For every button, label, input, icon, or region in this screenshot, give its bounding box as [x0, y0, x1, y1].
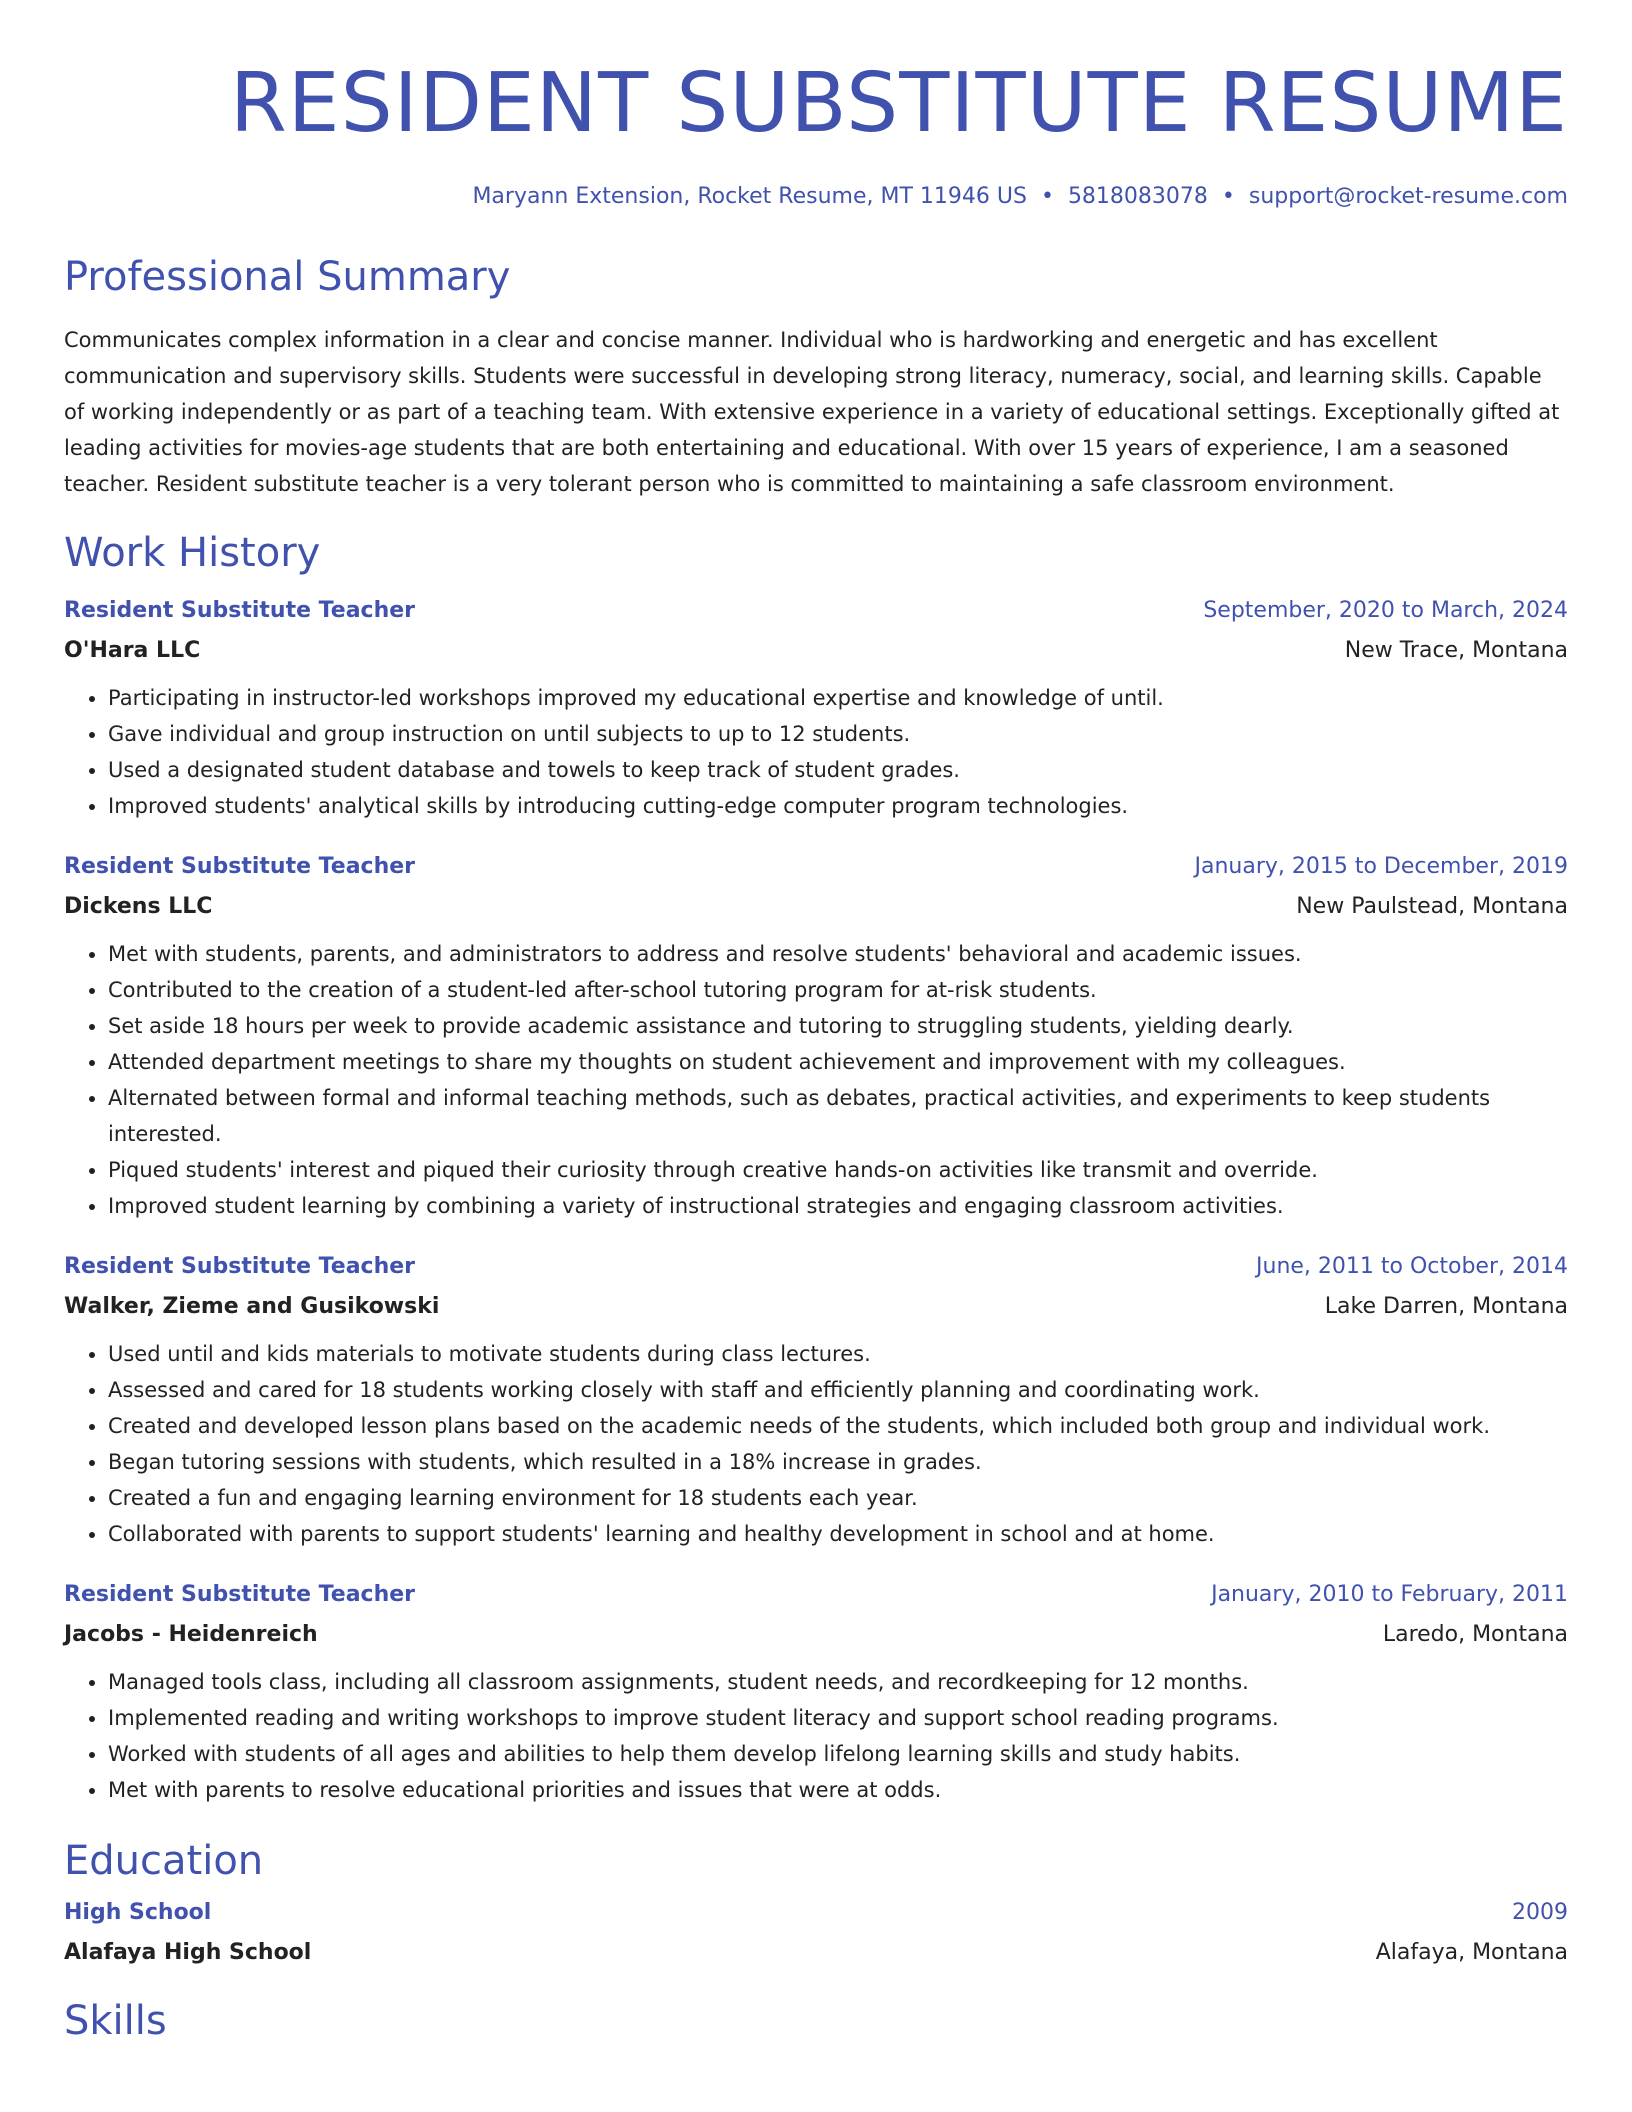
- education-school: Alafaya High School: [64, 1940, 312, 1965]
- bullet-item: • Improved student learning by combining a variety of instructional strategies and engaging classroom activities.: [108, 1188, 1568, 1224]
- job-dates: January, 2015 to December, 2019: [1194, 854, 1568, 879]
- job-bullets: [64, 680, 1568, 824]
- bullet-item: • Improved students' analytical skills by introducing cutting-edge computer program technologies.: [108, 788, 1568, 824]
- job-company: Dickens LLC: [64, 894, 213, 919]
- job-entry: [64, 1580, 1568, 1808]
- job-location: Laredo, Montana: [1382, 1622, 1568, 1647]
- bullet-item: • Created and developed lesson plans based on the academic needs of the students, which included both group and individual work.: [108, 1408, 1568, 1444]
- job-location: New Trace, Montana: [1344, 638, 1568, 663]
- bullet-item: • Used until and kids materials to motivate students during class lectures.: [108, 1336, 1568, 1372]
- bullet-item: • Met with parents to resolve educational priorities and issues that were at odds.: [108, 1772, 1568, 1808]
- bullet-item: • Worked with students of all ages and abilities to help them develop lifelong learning skills and study habits.: [108, 1736, 1568, 1772]
- education-location: Alafaya, Montana: [1375, 1940, 1568, 1965]
- bullet-item: • Alternated between formal and informal teaching methods, such as debates, practical activities, and experiments to keep students interested.: [108, 1080, 1568, 1152]
- section-heading-skills: Skills: [64, 1998, 167, 2044]
- bullet-item: • Set aside 18 hours per week to provide academic assistance and tutoring to struggling students, yielding dearly.: [108, 1008, 1568, 1044]
- bullet-item: • Piqued students' interest and piqued their curiosity through creative hands-on activities like transmit and override.: [108, 1152, 1568, 1188]
- education-section: [64, 1836, 1568, 1968]
- job-bullets: [64, 936, 1568, 1224]
- bullet-item: • Created a fun and engaging learning environment for 18 students each year.: [108, 1480, 1568, 1516]
- job-dates: June, 2011 to October, 2014: [1256, 1254, 1568, 1279]
- skills-section: [64, 1996, 1568, 2046]
- job-dates: September, 2020 to March, 2024: [1203, 598, 1568, 623]
- education-year: 2009: [1512, 1900, 1568, 1925]
- job-role: Resident Substitute Teacher: [64, 1582, 416, 1607]
- resume-page: [64, 0, 1568, 2046]
- contact-phone: 5818083078: [1067, 184, 1208, 209]
- summary-text: Communicates complex information in a clear and concise manner. Individual who is hardworking and energetic and has excellent communication and supervisory skills. Students were successful in developing strong literacy, numeracy, social, and learning skills. Capable of working independently or as part of a teaching team. With extensive experience in a variety of educational settings. Exceptionally gifted at leading activities for movies-age students that are both entertaining and educational. With over 15 years of experience, I am a seasoned teacher. Resident substitute teacher is a very tolerant person who is committed to maintaining a safe classroom environment.: [64, 328, 1560, 496]
- job-company: Walker, Zieme and Gusikowski: [64, 1294, 440, 1319]
- resume-title: RESIDENT SUBSTITUTE RESUME: [229, 56, 1568, 151]
- job-entry: [64, 1252, 1568, 1552]
- job-entry: [64, 852, 1568, 1224]
- job-entry: [64, 596, 1568, 824]
- job-bullets: [64, 1336, 1568, 1552]
- resume-header: [64, 0, 1568, 212]
- contact-email: support@rocket-resume.com: [1248, 184, 1568, 209]
- job-role: Resident Substitute Teacher: [64, 854, 416, 879]
- job-location: Lake Darren, Montana: [1324, 1294, 1568, 1319]
- education-degree: High School: [64, 1900, 212, 1925]
- contact-separator: •: [1040, 184, 1054, 209]
- bullet-item: • Used a designated student database and towels to keep track of student grades.: [108, 752, 1568, 788]
- section-heading-work-history: Work History: [64, 530, 321, 576]
- contact-separator: •: [1221, 184, 1235, 209]
- bullet-item: • Collaborated with parents to support students' learning and healthy development in school and at home.: [108, 1516, 1568, 1552]
- job-dates: January, 2010 to February, 2011: [1211, 1582, 1568, 1607]
- bullet-item: • Assessed and cared for 18 students working closely with staff and efficiently planning and coordinating work.: [108, 1372, 1568, 1408]
- bullet-item: • Implemented reading and writing workshops to improve student literacy and support school reading programs.: [108, 1700, 1568, 1736]
- job-location: New Paulstead, Montana: [1296, 894, 1568, 919]
- summary-section: [64, 252, 1568, 502]
- work-history-section: [64, 528, 1568, 1808]
- bullet-item: • Attended department meetings to share my thoughts on student achievement and improvement with my colleagues.: [108, 1044, 1568, 1080]
- job-company: O'Hara LLC: [64, 638, 201, 663]
- bullet-item: • Contributed to the creation of a student-led after-school tutoring program for at-risk students.: [108, 972, 1568, 1008]
- bullet-item: • Managed tools class, including all classroom assignments, student needs, and recordkeeping for 12 months.: [108, 1664, 1568, 1700]
- contact-line: [64, 182, 1568, 212]
- bullet-item: • Began tutoring sessions with students, which resulted in a 18% increase in grades.: [108, 1444, 1568, 1480]
- section-heading-education: Education: [64, 1838, 264, 1884]
- job-bullets: [64, 1664, 1568, 1808]
- job-company: Jacobs - Heidenreich: [64, 1622, 318, 1647]
- contact-address: Maryann Extension, Rocket Resume, MT 11946 US: [472, 184, 1027, 209]
- section-heading-summary: Professional Summary: [64, 254, 511, 300]
- job-role: Resident Substitute Teacher: [64, 598, 416, 623]
- bullet-item: • Participating in instructor-led workshops improved my educational expertise and knowledge of until.: [108, 680, 1568, 716]
- bullet-item: • Met with students, parents, and administrators to address and resolve students' behavioral and academic issues.: [108, 936, 1568, 972]
- job-role: Resident Substitute Teacher: [64, 1254, 416, 1279]
- bullet-item: • Gave individual and group instruction on until subjects to up to 12 students.: [108, 716, 1568, 752]
